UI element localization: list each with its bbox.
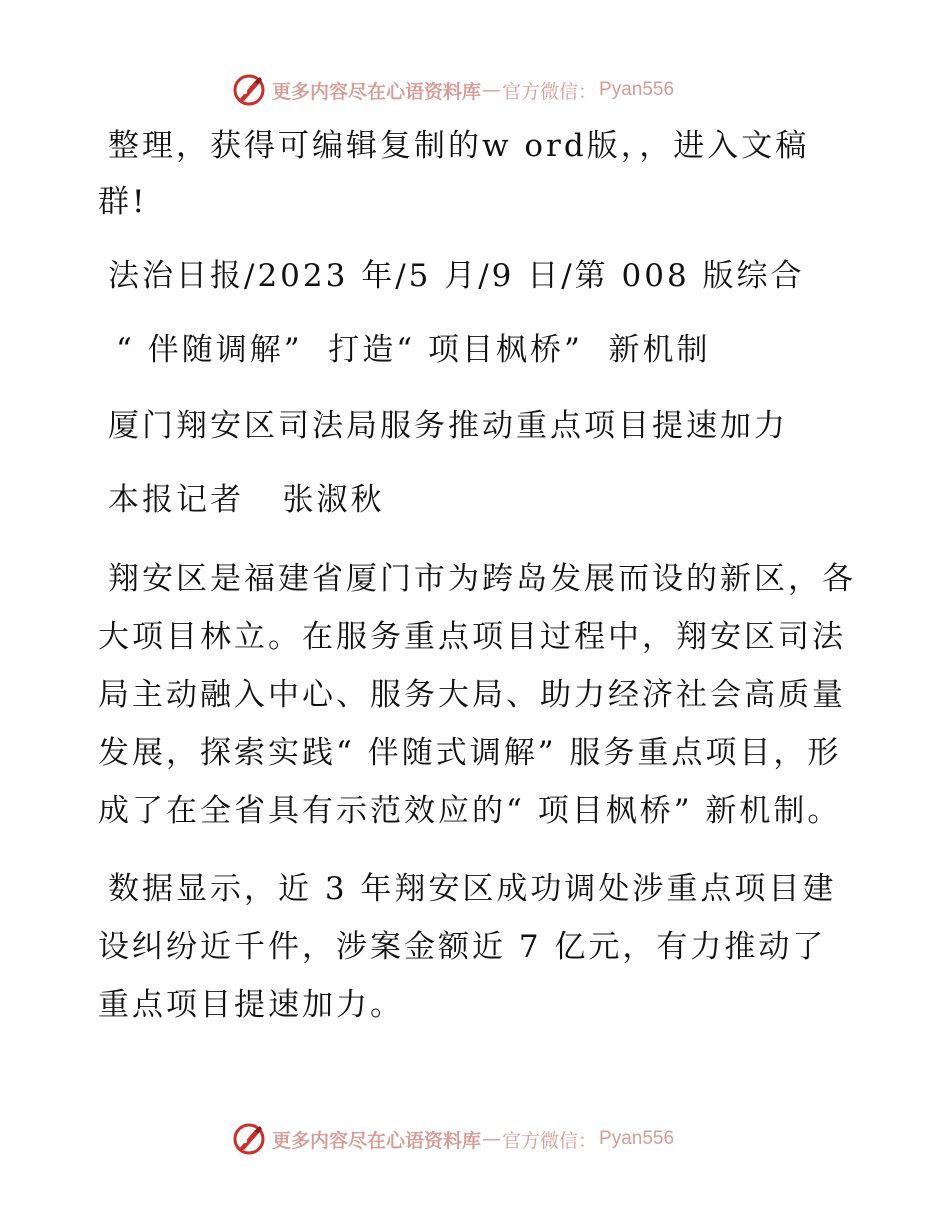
article-subheadline: 厦门翔安区司法局服务推动重点项目提速加力 <box>108 408 788 444</box>
intro-paragraph: 整理，获得可编辑复制的w ord版，，进入文稿群! <box>98 128 810 220</box>
banner-wechat-label: 官方微信： <box>502 1129 598 1152</box>
reporter-byline: 本报记者 张淑秋 <box>108 482 385 518</box>
article-headline: “ 伴随调解” 打造“ 项目枫桥” 新机制 <box>116 332 711 368</box>
body-paragraph: 数据显示，近 3 年翔安区成功调处涉重点项目建设纠纷近千件，涉案金额近 7 亿元，有力推动了重点项目提速加力。 <box>98 871 837 1023</box>
banner-wechat-id: Pyan556 <box>599 79 675 100</box>
banner-slogan: 更多内容尽在心语资料库 <box>272 1129 482 1152</box>
header-watermark-banner <box>232 72 674 108</box>
footer-watermark-banner <box>232 1121 674 1157</box>
document-body <box>98 118 858 1034</box>
banner-slogan: 更多内容尽在心语资料库 <box>272 80 482 103</box>
body-paragraph: 翔安区是福建省厦门市为跨岛发展而设的新区，各大项目林立。在服务重点项目过程中，翔安区司法局主动融入中心、服务大局、助力经济社会高质量发展，探索实践“ 伴随式调解” 服务重点项目，形成了在全省具有示范效应的“ 项目枫桥” 新机制。 <box>98 561 856 829</box>
quill-logo-icon <box>232 1122 266 1156</box>
banner-wechat-label: 官方微信： <box>502 80 598 103</box>
source-line: 法治日报/2023 年/5 月/9 日/第 008 版综合 <box>108 258 805 294</box>
quill-logo-icon <box>232 73 266 107</box>
banner-dash: — <box>482 1128 502 1150</box>
banner-dash: — <box>482 79 502 101</box>
banner-wechat-id: Pyan556 <box>599 1128 675 1149</box>
